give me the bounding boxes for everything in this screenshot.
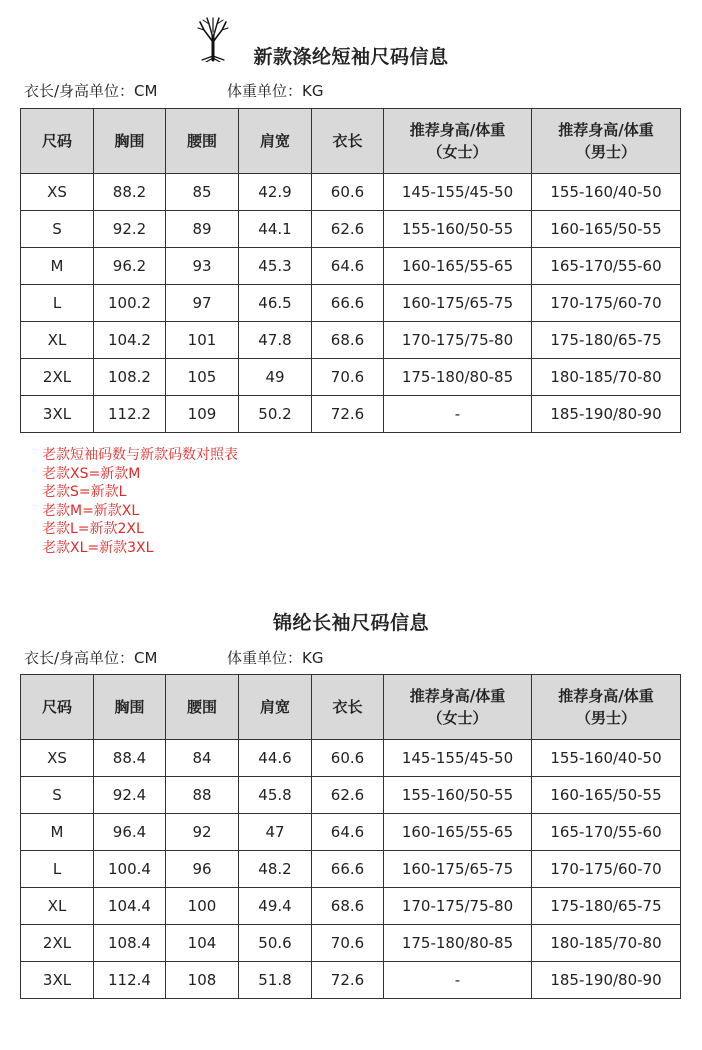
table-row <box>21 396 681 433</box>
cell: 104 <box>166 925 239 962</box>
cell: 175-180/80-85 <box>384 359 532 396</box>
units-line <box>24 80 324 101</box>
cell: 49 <box>239 359 312 396</box>
cell: 101 <box>166 322 239 359</box>
cell: 3XL <box>21 962 94 999</box>
cell: 88 <box>166 777 239 814</box>
cell: 155-160/40-50 <box>532 174 681 211</box>
cell: 160-175/65-75 <box>384 285 532 322</box>
title-row <box>0 16 702 66</box>
cell: 170-175/75-80 <box>384 322 532 359</box>
cell: 93 <box>166 248 239 285</box>
cell: 180-185/70-80 <box>532 359 681 396</box>
cell: 2XL <box>21 925 94 962</box>
units-length: 衣长/身高单位：CM <box>24 649 158 667</box>
cell: 175-180/65-75 <box>532 322 681 359</box>
cell: 72.6 <box>312 962 384 999</box>
cell: 100.2 <box>94 285 166 322</box>
table-row <box>21 322 681 359</box>
page-title: 新款涤纶短袖尺码信息 <box>253 46 449 68</box>
section-short-sleeve <box>0 16 702 423</box>
cell: 44.6 <box>239 740 312 777</box>
table-row <box>21 211 681 248</box>
cell: 45.8 <box>239 777 312 814</box>
cell: 185-190/80-90 <box>532 962 681 999</box>
cell: XL <box>21 888 94 925</box>
cell: 84 <box>166 740 239 777</box>
header-recommend-women: 推荐身高/体重 （女士） <box>384 109 532 174</box>
cell: 145-155/45-50 <box>384 174 532 211</box>
cell: 64.6 <box>312 814 384 851</box>
cell: - <box>384 396 532 433</box>
cell: 88.4 <box>94 740 166 777</box>
units-weight: 体重单位：KG <box>227 82 324 100</box>
cell: 62.6 <box>312 211 384 248</box>
header-recommend-men: 推荐身高/体重 （男士） <box>532 109 681 174</box>
cell: 72.6 <box>312 396 384 433</box>
cell: 85 <box>166 174 239 211</box>
header-waist: 腰围 <box>166 109 239 174</box>
cell: 50.6 <box>239 925 312 962</box>
cell: 155-160/40-50 <box>532 740 681 777</box>
cell: 89 <box>166 211 239 248</box>
cell: XS <box>21 740 94 777</box>
note-line: 老款XS=新款M <box>42 465 141 482</box>
cell: 155-160/50-55 <box>384 211 532 248</box>
cell: 66.6 <box>312 285 384 322</box>
cell: S <box>21 777 94 814</box>
header-chest: 胸围 <box>94 675 166 740</box>
header-size: 尺码 <box>21 675 94 740</box>
cell: M <box>21 814 94 851</box>
note-line: 老款M=新款XL <box>42 502 140 519</box>
cell: 108 <box>166 962 239 999</box>
cell: 104.4 <box>94 888 166 925</box>
cell: 47.8 <box>239 322 312 359</box>
cell: 92 <box>166 814 239 851</box>
cell: 96.2 <box>94 248 166 285</box>
table-row <box>21 814 681 851</box>
cell: 96 <box>166 851 239 888</box>
cell: 175-180/80-85 <box>384 925 532 962</box>
cell: S <box>21 211 94 248</box>
cell: 70.6 <box>312 925 384 962</box>
header-recommend-women: 推荐身高/体重 （女士） <box>384 675 532 740</box>
cell: XL <box>21 322 94 359</box>
title-row <box>0 582 702 632</box>
old-new-size-note <box>42 446 238 557</box>
cell: 50.2 <box>239 396 312 433</box>
cell: 100 <box>166 888 239 925</box>
cell: 68.6 <box>312 888 384 925</box>
cell: XS <box>21 174 94 211</box>
cell: 165-170/55-60 <box>532 248 681 285</box>
cell: 47 <box>239 814 312 851</box>
cell: 160-165/50-55 <box>532 211 681 248</box>
cell: 170-175/60-70 <box>532 285 681 322</box>
table-row <box>21 962 681 999</box>
table-row <box>21 740 681 777</box>
cell: 51.8 <box>239 962 312 999</box>
cell: 92.2 <box>94 211 166 248</box>
cell: 160-165/55-65 <box>384 814 532 851</box>
cell: 170-175/60-70 <box>532 851 681 888</box>
table-row <box>21 174 681 211</box>
table-row <box>21 359 681 396</box>
table-row <box>21 851 681 888</box>
cell: 109 <box>166 396 239 433</box>
cell: 70.6 <box>312 359 384 396</box>
cell: 160-165/50-55 <box>532 777 681 814</box>
note-line: 老款XL=新款3XL <box>42 539 154 556</box>
cell: M <box>21 248 94 285</box>
units-weight: 体重单位：KG <box>227 649 324 667</box>
cell: - <box>384 962 532 999</box>
cell: 104.2 <box>94 322 166 359</box>
cell: 42.9 <box>239 174 312 211</box>
cell: 112.2 <box>94 396 166 433</box>
cell: 155-160/50-55 <box>384 777 532 814</box>
cell: 108.2 <box>94 359 166 396</box>
header-length: 衣长 <box>312 109 384 174</box>
units-line <box>24 647 324 668</box>
cell: 66.6 <box>312 851 384 888</box>
cell: 112.4 <box>94 962 166 999</box>
table-row <box>21 777 681 814</box>
cell: 60.6 <box>312 174 384 211</box>
cell: 160-165/55-65 <box>384 248 532 285</box>
cell: 49.4 <box>239 888 312 925</box>
note-line: 老款S=新款L <box>42 484 127 500</box>
cell: 100.4 <box>94 851 166 888</box>
cell: 3XL <box>21 396 94 433</box>
cell: 92.4 <box>94 777 166 814</box>
cell: 68.6 <box>312 322 384 359</box>
header-length: 衣长 <box>312 675 384 740</box>
section-title: 锦纶长袖尺码信息 <box>272 612 429 634</box>
cell: 185-190/80-90 <box>532 396 681 433</box>
cell: 97 <box>166 285 239 322</box>
cell: L <box>21 851 94 888</box>
size-table <box>20 108 681 433</box>
cell: 62.6 <box>312 777 384 814</box>
cell: 105 <box>166 359 239 396</box>
cell: 64.6 <box>312 248 384 285</box>
header-waist: 腰围 <box>166 675 239 740</box>
cell: L <box>21 285 94 322</box>
header-size: 尺码 <box>21 109 94 174</box>
table-row <box>21 285 681 322</box>
cell: 48.2 <box>239 851 312 888</box>
header-chest: 胸围 <box>94 109 166 174</box>
cell: 46.5 <box>239 285 312 322</box>
header-shoulder: 肩宽 <box>239 675 312 740</box>
cell: 180-185/70-80 <box>532 925 681 962</box>
cell: 108.4 <box>94 925 166 962</box>
note-line: 老款短袖码数与新款码数对照表 <box>42 447 238 463</box>
cell: 2XL <box>21 359 94 396</box>
cell: 60.6 <box>312 740 384 777</box>
cell: 175-180/65-75 <box>532 888 681 925</box>
table-header-row <box>21 675 681 740</box>
section-long-sleeve <box>0 582 702 989</box>
table-header-row <box>21 109 681 174</box>
cell: 96.4 <box>94 814 166 851</box>
header-recommend-men: 推荐身高/体重 （男士） <box>532 675 681 740</box>
cell: 88.2 <box>94 174 166 211</box>
table-row <box>21 888 681 925</box>
size-table <box>20 674 681 999</box>
cell: 45.3 <box>239 248 312 285</box>
cell: 165-170/55-60 <box>532 814 681 851</box>
header-shoulder: 肩宽 <box>239 109 312 174</box>
units-length: 衣长/身高单位：CM <box>24 82 158 100</box>
cell: 44.1 <box>239 211 312 248</box>
table-row <box>21 248 681 285</box>
cell: 145-155/45-50 <box>384 740 532 777</box>
note-line: 老款L=新款2XL <box>42 521 144 537</box>
cell: 170-175/75-80 <box>384 888 532 925</box>
cell: 160-175/65-75 <box>384 851 532 888</box>
table-row <box>21 925 681 962</box>
